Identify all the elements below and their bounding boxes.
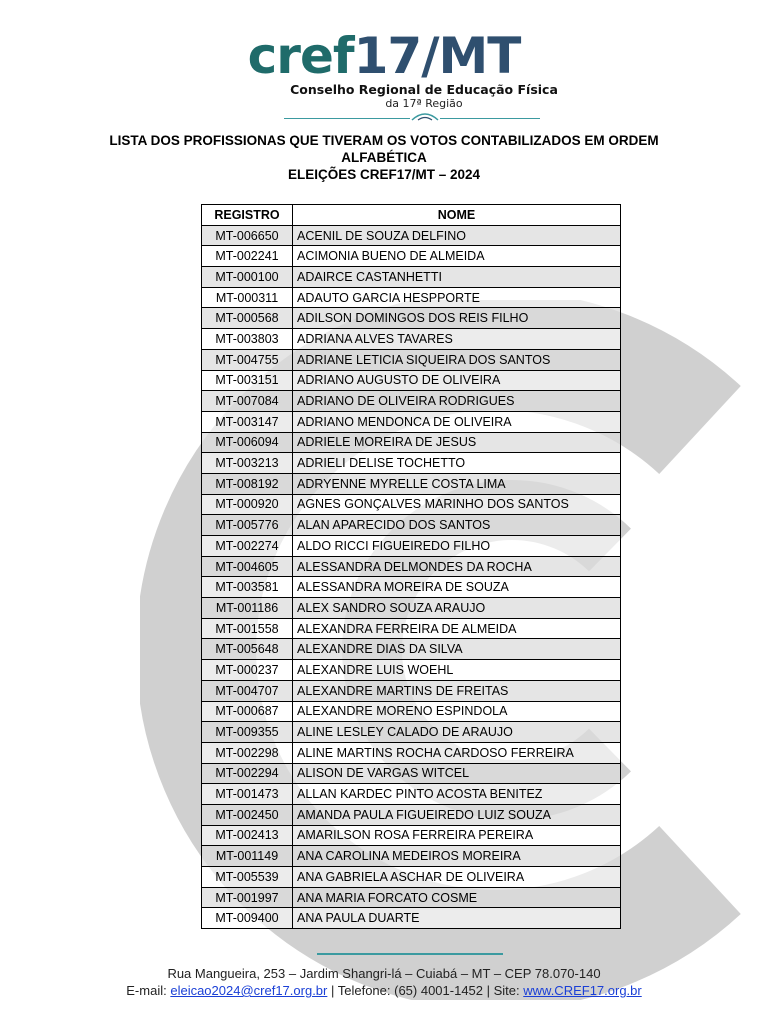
table-row xyxy=(202,391,621,412)
logo-number-text: 17/MT xyxy=(353,27,521,85)
table-row xyxy=(202,267,621,288)
table-row xyxy=(202,618,621,639)
nome-cell: ALINE LESLEY CALADO DE ARAUJO xyxy=(293,722,621,743)
footer-email-label: E-mail: xyxy=(126,983,167,998)
title-line-3: ELEIÇÕES CREF17/MT – 2024 xyxy=(287,167,481,182)
table-row xyxy=(202,680,621,701)
nome-cell: ALEX SANDRO SOUZA ARAUJO xyxy=(293,598,621,619)
nome-cell: ADAIRCE CASTANHETTI xyxy=(293,267,621,288)
registro-cell: MT-000311 xyxy=(202,287,293,308)
nome-cell: ADRIELE MOREIRA DE JESUS xyxy=(293,432,621,453)
nome-cell: ALEXANDRE MARTINS DE FREITAS xyxy=(293,680,621,701)
table-row xyxy=(202,536,621,557)
registro-cell: MT-003147 xyxy=(202,411,293,432)
nome-cell: AGNES GONÇALVES MARINHO DOS SANTOS xyxy=(293,494,621,515)
registro-cell: MT-008192 xyxy=(202,473,293,494)
registro-cell: MT-002450 xyxy=(202,804,293,825)
nome-cell: ANA PAULA DUARTE xyxy=(293,908,621,929)
registro-cell: MT-001997 xyxy=(202,887,293,908)
registro-cell: MT-007084 xyxy=(202,391,293,412)
table-row xyxy=(202,473,621,494)
registro-cell: MT-003803 xyxy=(202,329,293,350)
nome-cell: ALEXANDRE DIAS DA SILVA xyxy=(293,639,621,660)
nome-cell: ALEXANDRE LUIS WOEHL xyxy=(293,660,621,681)
nome-cell: ADRIANO AUGUSTO DE OLIVEIRA xyxy=(293,370,621,391)
table-row xyxy=(202,784,621,805)
nome-cell: ALESSANDRA MOREIRA DE SOUZA xyxy=(293,577,621,598)
nome-cell: ALEXANDRE MORENO ESPINDOLA xyxy=(293,701,621,722)
footer-site-link[interactable]: www.CREF17.org.br xyxy=(523,983,642,998)
nome-cell: ADRIANO DE OLIVEIRA RODRIGUES xyxy=(293,391,621,412)
registro-cell: MT-001558 xyxy=(202,618,293,639)
footer-contact xyxy=(0,982,768,999)
nome-cell: ANA CAROLINA MEDEIROS MOREIRA xyxy=(293,846,621,867)
table-header-row xyxy=(202,205,621,226)
footer xyxy=(0,965,768,999)
header-logo xyxy=(0,27,768,111)
registro-cell: MT-005776 xyxy=(202,515,293,536)
registro-cell: MT-002298 xyxy=(202,742,293,763)
registro-cell: MT-003581 xyxy=(202,577,293,598)
footer-divider xyxy=(317,953,503,955)
title-line-1: LISTA DOS PROFISSIONAS QUE TIVERAM OS VOTOS CONTABILIZADOS EM ORDEM xyxy=(109,133,659,148)
nome-cell: ANA GABRIELA ASCHAR DE OLIVEIRA xyxy=(293,867,621,888)
nome-cell: AMARILSON ROSA FERREIRA PEREIRA xyxy=(293,825,621,846)
voters-table xyxy=(201,204,621,929)
table-row xyxy=(202,846,621,867)
registro-cell: MT-000237 xyxy=(202,660,293,681)
logo-divider-left xyxy=(284,118,410,119)
table-row xyxy=(202,887,621,908)
nome-cell: ANA MARIA FORCATO COSME xyxy=(293,887,621,908)
registro-cell: MT-001186 xyxy=(202,598,293,619)
table-row xyxy=(202,349,621,370)
registro-cell: MT-000920 xyxy=(202,494,293,515)
registro-cell: MT-003213 xyxy=(202,453,293,474)
table-row xyxy=(202,742,621,763)
registro-cell: MT-002274 xyxy=(202,536,293,557)
registro-cell: MT-000568 xyxy=(202,308,293,329)
table-row xyxy=(202,763,621,784)
registro-cell: MT-002413 xyxy=(202,825,293,846)
table-row xyxy=(202,908,621,929)
table-row xyxy=(202,701,621,722)
nome-cell: ACENIL DE SOUZA DELFINO xyxy=(293,225,621,246)
nome-cell: ALISON DE VARGAS WITCEL xyxy=(293,763,621,784)
table-row xyxy=(202,329,621,350)
registro-cell: MT-009355 xyxy=(202,722,293,743)
table-row xyxy=(202,308,621,329)
table-row xyxy=(202,825,621,846)
table-row xyxy=(202,577,621,598)
registro-cell: MT-000687 xyxy=(202,701,293,722)
title-line-2: ALFABÉTICA xyxy=(341,150,427,165)
table-row xyxy=(202,639,621,660)
logo-region: da 17ª Região xyxy=(385,97,463,110)
nome-cell: ADRYENNE MYRELLE COSTA LIMA xyxy=(293,473,621,494)
nome-cell: ALAN APARECIDO DOS SANTOS xyxy=(293,515,621,536)
footer-address: Rua Mangueira, 253 – Jardim Shangri-lá – Cuiabá – MT – CEP 78.070-140 xyxy=(167,966,601,981)
table-row xyxy=(202,804,621,825)
logo-subtitle: Conselho Regional de Educação Física xyxy=(290,82,558,97)
table-row xyxy=(202,287,621,308)
document-title xyxy=(60,132,708,183)
nome-cell: ALINE MARTINS ROCHA CARDOSO FERREIRA xyxy=(293,742,621,763)
nome-cell: AMANDA PAULA FIGUEIREDO LUIZ SOUZA xyxy=(293,804,621,825)
registro-cell: MT-000100 xyxy=(202,267,293,288)
registro-cell: MT-002241 xyxy=(202,246,293,267)
table-row xyxy=(202,453,621,474)
nome-cell: ACIMONIA BUENO DE ALMEIDA xyxy=(293,246,621,267)
nome-cell: ADAUTO GARCIA HESPPORTE xyxy=(293,287,621,308)
table-row xyxy=(202,370,621,391)
footer-phone: | Telefone: (65) 4001-1452 | Site: xyxy=(330,983,520,998)
nome-cell: ALDO RICCI FIGUEIREDO FILHO xyxy=(293,536,621,557)
registro-cell: MT-004605 xyxy=(202,556,293,577)
registro-cell: MT-005539 xyxy=(202,867,293,888)
nome-cell: ADRIELI DELISE TOCHETTO xyxy=(293,453,621,474)
registro-cell: MT-001473 xyxy=(202,784,293,805)
logo-divider-right xyxy=(440,118,540,119)
registro-cell: MT-001149 xyxy=(202,846,293,867)
table-body xyxy=(202,225,621,928)
table-row xyxy=(202,598,621,619)
table-row xyxy=(202,722,621,743)
table-row xyxy=(202,660,621,681)
table-row xyxy=(202,411,621,432)
registro-cell: MT-006650 xyxy=(202,225,293,246)
nome-cell: ALEXANDRA FERREIRA DE ALMEIDA xyxy=(293,618,621,639)
registro-cell: MT-002294 xyxy=(202,763,293,784)
header-nome: NOME xyxy=(293,205,621,226)
nome-cell: ADILSON DOMINGOS DOS REIS FILHO xyxy=(293,308,621,329)
registro-cell: MT-005648 xyxy=(202,639,293,660)
table-row xyxy=(202,867,621,888)
registro-cell: MT-006094 xyxy=(202,432,293,453)
table-row xyxy=(202,556,621,577)
footer-email-link[interactable]: eleicao2024@cref17.org.br xyxy=(170,983,328,998)
registro-cell: MT-003151 xyxy=(202,370,293,391)
table-row xyxy=(202,494,621,515)
table-row xyxy=(202,225,621,246)
header-registro: REGISTRO xyxy=(202,205,293,226)
nome-cell: ADRIANA ALVES TAVARES xyxy=(293,329,621,350)
logo-mark xyxy=(0,27,768,85)
table-row xyxy=(202,246,621,267)
nome-cell: ALLAN KARDEC PINTO ACOSTA BENITEZ xyxy=(293,784,621,805)
wave-icon xyxy=(410,110,440,124)
nome-cell: ADRIANO MENDONCA DE OLIVEIRA xyxy=(293,411,621,432)
registro-cell: MT-004755 xyxy=(202,349,293,370)
nome-cell: ADRIANE LETICIA SIQUEIRA DOS SANTOS xyxy=(293,349,621,370)
nome-cell: ALESSANDRA DELMONDES DA ROCHA xyxy=(293,556,621,577)
logo-cref-text: cref xyxy=(247,27,354,85)
table-row xyxy=(202,432,621,453)
table-row xyxy=(202,515,621,536)
registro-cell: MT-004707 xyxy=(202,680,293,701)
registro-cell: MT-009400 xyxy=(202,908,293,929)
